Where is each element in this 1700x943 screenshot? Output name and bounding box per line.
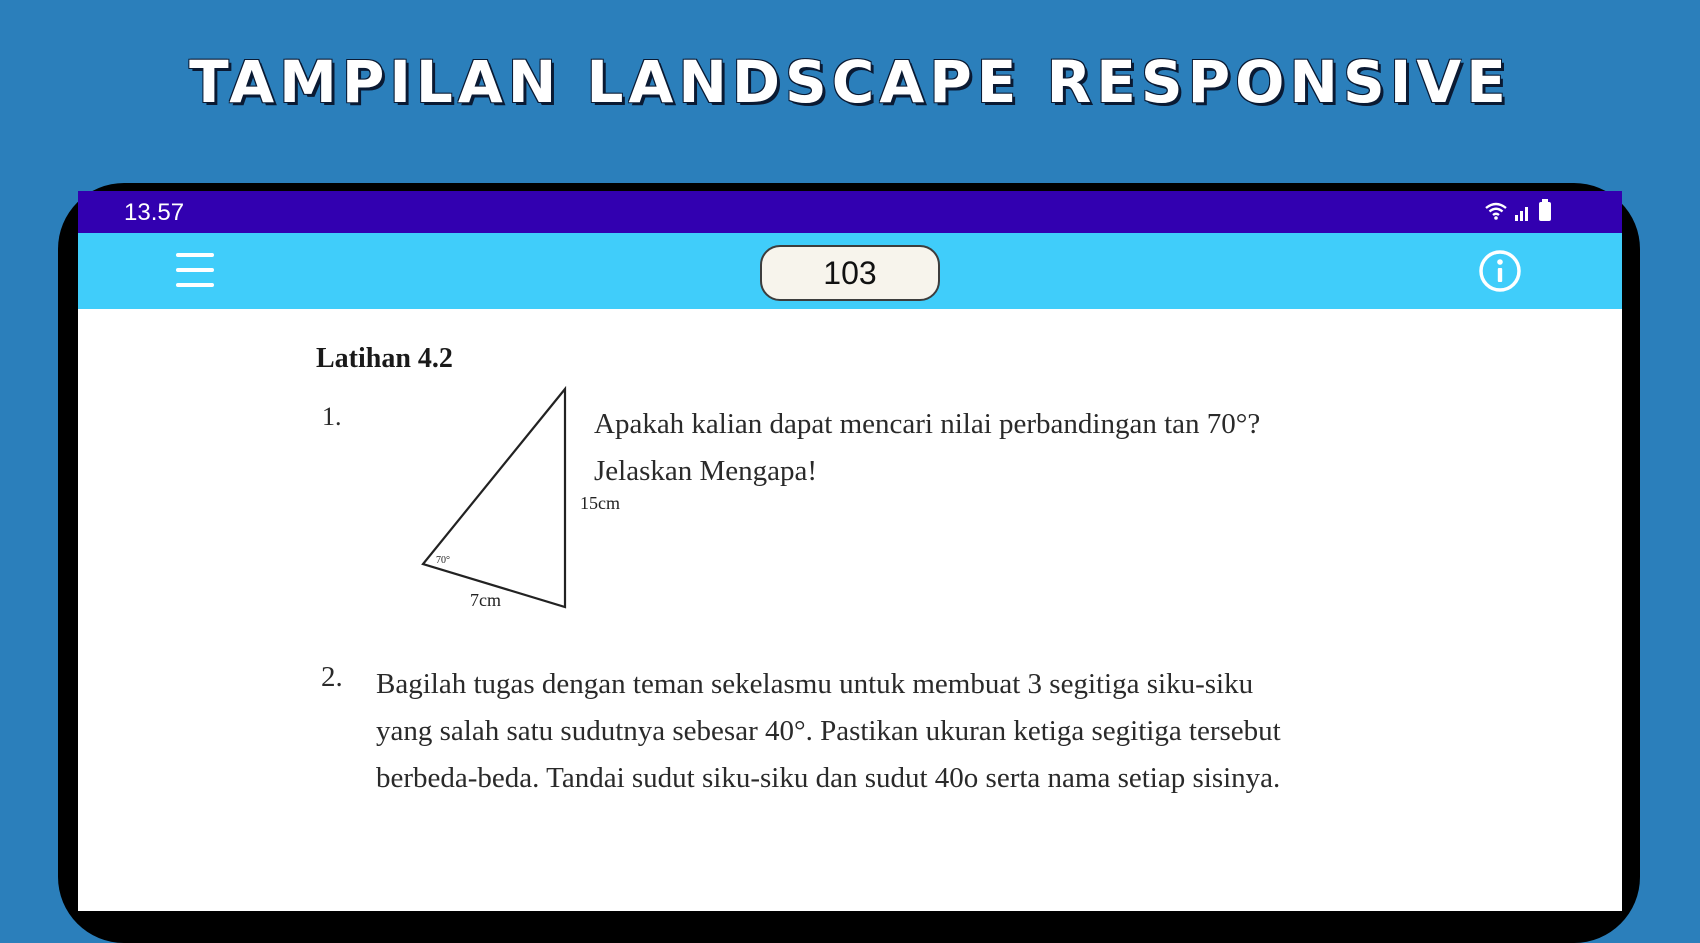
question-1-line-2: Jelaskan Mengapa!	[594, 455, 818, 487]
status-time: 13.57	[124, 199, 185, 226]
section-title: Latihan 4.2	[316, 343, 453, 374]
question-2-line-1: Bagilah tugas dengan teman sekelasmu untuk membuat 3 segitiga siku-siku	[376, 668, 1254, 700]
triangle-angle-label: 70°	[436, 555, 450, 566]
page-number-indicator[interactable]: 103	[760, 245, 940, 301]
question-1-number: 1.	[322, 402, 342, 431]
triangle-figure	[368, 385, 620, 625]
question-1-text	[594, 401, 1260, 495]
battery-icon	[1538, 199, 1552, 221]
phone-screen	[78, 191, 1622, 911]
question-2-line-3: berbeda-beda. Tandai sudut siku-siku dan sudut 40o serta nama setiap sisinya.	[376, 762, 1281, 794]
app-bar	[78, 233, 1622, 309]
question-2-line-2: yang salah satu sudutnya sebesar 40°. Pastikan ukuran ketiga segitiga tersebut	[376, 715, 1281, 747]
question-1-line-1: Apakah kalian dapat mencari nilai perbandingan tan 70°?	[594, 408, 1261, 440]
menu-icon[interactable]	[176, 249, 216, 293]
question-2-number: 2.	[321, 661, 343, 693]
triangle-side-label: 15cm	[580, 493, 620, 513]
status-bar	[78, 191, 1622, 233]
triangle-base-label: 7cm	[470, 590, 501, 610]
promo-title: TAMPILAN LANDSCAPE RESPONSIVE	[189, 48, 1511, 116]
status-icons	[1484, 199, 1552, 221]
book-page	[78, 309, 1622, 911]
wifi-icon	[1484, 201, 1508, 221]
signal-icon	[1514, 203, 1532, 221]
info-icon[interactable]	[1478, 249, 1522, 293]
question-2-text	[376, 661, 1476, 802]
